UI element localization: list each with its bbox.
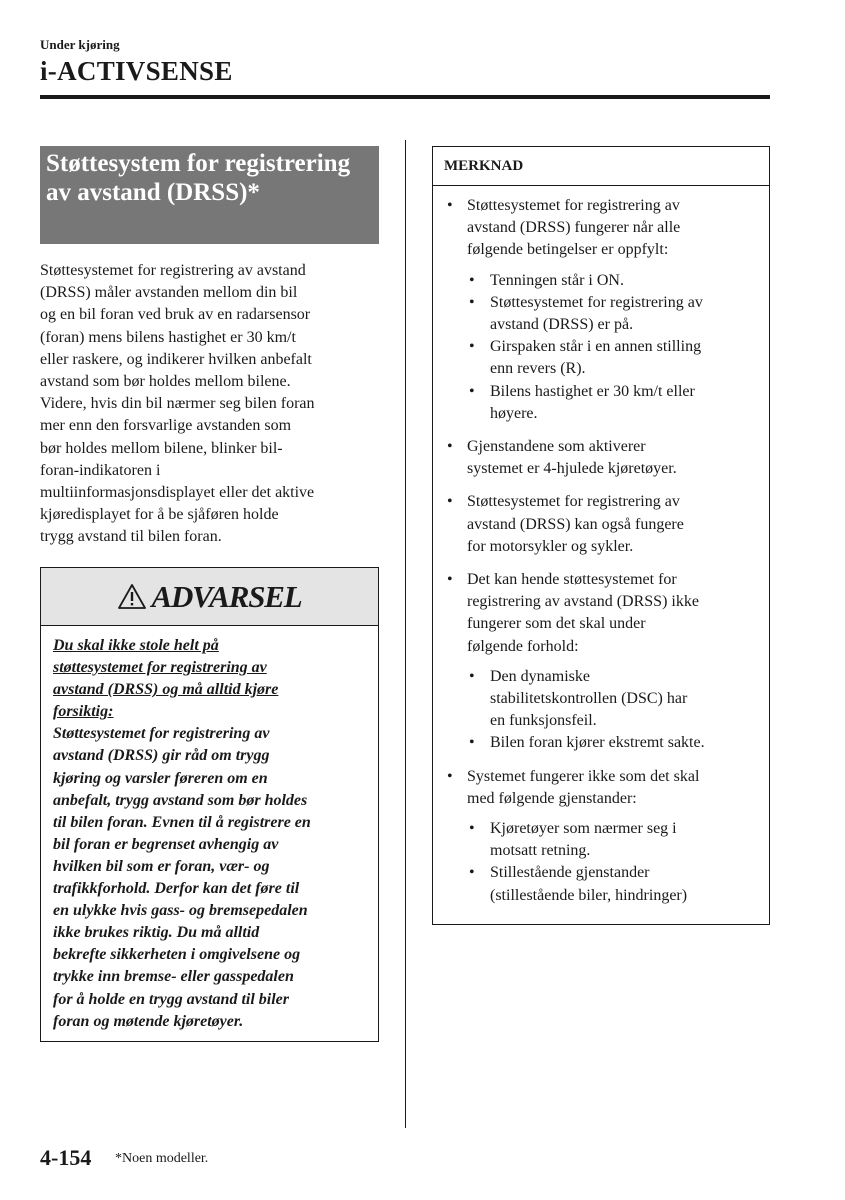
note-box: [432, 146, 770, 925]
note-item-line: følgende betingelser er oppfylt:: [467, 241, 669, 259]
note-item-text: [467, 195, 761, 262]
note-sub-line: Støttesystemet for registrering av: [490, 293, 703, 311]
warning-text-line: for å holde en trygg avstand til biler: [53, 990, 289, 1008]
warning-header: [41, 568, 378, 626]
note-item-line: Systemet fungerer ikke som det skal: [467, 767, 700, 785]
note-title: MERKNAD: [433, 147, 769, 186]
warning-text-line: Støttesystemet for registrering av: [53, 725, 270, 743]
body-line: (DRSS) måler avstanden mellom din bil: [40, 284, 298, 302]
warning-text-line: til bilen foran. Evnen til å registrere en: [53, 813, 311, 831]
column-divider: [405, 140, 406, 1128]
bullet-icon: •: [447, 197, 453, 214]
bullet-icon: •: [469, 382, 475, 400]
note-item-line: Støttesystemet for registrering av: [467, 493, 680, 511]
note-item-line: Gjenstandene som aktiverer: [467, 438, 646, 456]
note-sub-line: (stillestående biler, hindringer): [490, 886, 688, 904]
warning-lead: [53, 635, 366, 723]
bullet-icon: •: [469, 864, 475, 882]
warning-text-line: trykke inn bremse- eller gasspedalen: [53, 968, 294, 986]
note-sub-line: enn revers (R).: [490, 360, 586, 378]
warning-text-line: en ulykke hvis gass- og bremsepedalen: [53, 902, 308, 920]
note-item-line: følgende forhold:: [467, 637, 579, 655]
note-list: [433, 186, 769, 907]
body-line: trygg avstand til bilen foran.: [40, 528, 222, 546]
note-item: [447, 766, 761, 907]
note-sub-line: Bilen foran kjører ekstremt sakte.: [490, 734, 705, 752]
body-line: mer enn den forsvarlige avstanden som: [40, 417, 292, 435]
warning-box: [40, 567, 379, 1042]
note-item-line: registrering av avstand (DRSS) ikke: [467, 593, 699, 611]
note-sub-item: [469, 862, 761, 906]
bullet-icon: •: [469, 271, 475, 289]
note-sub-line: Girspaken står i en annen stilling: [490, 338, 702, 356]
note-sub-line: Stillestående gjenstander: [490, 864, 650, 882]
body-line: Videre, hvis din bil nærmer seg bilen foran: [40, 395, 315, 413]
note-item-line: med følgende gjenstander:: [467, 789, 637, 807]
warning-text-line: bekrefte sikkerheten i omgivelsene og: [53, 946, 301, 964]
warning-text-line: bil foran er begrenset avhengig av: [53, 835, 279, 853]
note-item: [447, 436, 761, 480]
note-item-line: avstand (DRSS) fungerer når alle: [467, 219, 681, 237]
warning-triangle-icon: [117, 583, 147, 610]
body-line: (foran) mens bilens hastighet er 30 km/t: [40, 328, 296, 346]
warning-text: [53, 723, 366, 1032]
warning-text-line: ikke brukes riktig. Du må alltid: [53, 924, 260, 942]
note-item-line: fungerer som det skal under: [467, 615, 646, 633]
note-sub-item: [469, 270, 761, 292]
warning-text-line: anbefalt, trygg avstand som bør holdes: [53, 791, 308, 809]
note-sub-line: avstand (DRSS) er på.: [490, 316, 634, 334]
body-text: [40, 260, 380, 549]
note-sub-list: [467, 666, 761, 755]
warning-lead-line: avstand (DRSS) og må alltid kjøre: [53, 681, 279, 699]
body-paragraph: [40, 260, 380, 549]
note-item-text: [467, 491, 761, 558]
note-sub-item: [469, 336, 761, 380]
warning-lead-line: Du skal ikke stole helt på: [53, 637, 219, 654]
body-line: multiinformasjonsdisplayet eller det aktive: [40, 484, 315, 502]
body-line: eller raskere, og indikerer hvilken anbefalt: [40, 350, 312, 368]
bullet-icon: •: [469, 820, 475, 838]
warning-lead-line: støttesystemet for registrering av: [53, 659, 267, 677]
note-sub-list: [467, 818, 761, 907]
page-number: 4-154: [40, 1145, 92, 1170]
bullet-icon: •: [469, 293, 475, 311]
bullet-icon: •: [469, 734, 475, 752]
note-item-line: systemet er 4-hjulede kjøretøyer.: [467, 460, 677, 478]
bullet-icon: •: [447, 438, 453, 456]
note-sub-line: en funksjonsfeil.: [490, 712, 597, 730]
note-sub-item: [469, 381, 761, 425]
note-sub-line: Bilens hastighet er 30 km/t eller: [490, 382, 695, 400]
warning-lead-line: forsiktig:: [53, 703, 114, 721]
header-rule: [40, 95, 770, 99]
warning-body: [41, 626, 378, 1033]
note-item-text: [467, 766, 761, 810]
note-item-line: avstand (DRSS) kan også fungere: [467, 515, 684, 533]
note-item-line: Det kan hende støttesystemet for: [467, 571, 677, 589]
body-line: Støttesystemet for registrering av avstand: [40, 262, 306, 279]
note-sub-line: Tenningen står i ON.: [490, 271, 624, 289]
note-sub-line: stabilitetskontrollen (DSC) har: [490, 690, 688, 708]
note-item-line: Støttesystemet for registrering av: [467, 197, 680, 214]
note-item-text: [467, 569, 761, 658]
note-item: [447, 195, 761, 425]
bullet-icon: •: [447, 571, 453, 589]
note-sub-line: høyere.: [490, 404, 538, 422]
body-line: bør holdes mellom bilene, blinker bil-: [40, 439, 283, 457]
warning-text-line: kjøring og varsler føreren om en: [53, 769, 268, 787]
note-item-text: [467, 436, 761, 480]
note-sub-item: [469, 732, 761, 754]
chapter-title: i-ACTIVSENSE: [40, 56, 233, 86]
note-item-line: for motorsykler og sykler.: [467, 537, 634, 555]
warning-title: ADVARSEL: [151, 578, 302, 614]
bullet-icon: •: [447, 493, 453, 511]
note-sub-line: Den dynamiske: [490, 667, 590, 685]
note-sub-item: [469, 666, 761, 733]
warning-text-line: hvilken bil som er foran, vær- og: [53, 857, 270, 875]
warning-text-line: avstand (DRSS) gir råd om trygg: [53, 747, 270, 765]
note-item: [447, 569, 761, 755]
note-item: [447, 491, 761, 558]
body-line: kjøredisplayet for å be sjåføren holde: [40, 506, 279, 524]
warning-text-line: foran og møtende kjøretøyer.: [53, 1012, 244, 1030]
note-sub-line: motsatt retning.: [490, 842, 591, 860]
section-heading: Støttesystem for registrering av avstand (DRSS)*: [40, 146, 379, 244]
note-sub-item: [469, 292, 761, 336]
bullet-icon: •: [447, 767, 453, 785]
warning-text-line: trafikkforhold. Derfor kan det føre til: [53, 880, 300, 898]
bullet-icon: •: [469, 338, 475, 356]
bullet-icon: •: [469, 667, 475, 685]
body-line: avstand som bør holdes mellom bilene.: [40, 373, 291, 391]
note-sub-list: [467, 270, 761, 425]
note-sub-line: Kjøretøyer som nærmer seg i: [490, 820, 677, 838]
note-sub-item: [469, 818, 761, 862]
body-line: og en bil foran ved bruk av en radarsensor: [40, 306, 311, 324]
footnote: *Noen modeller.: [115, 1151, 209, 1166]
section-label: Under kjøring: [40, 37, 120, 52]
body-line: foran-indikatoren i: [40, 461, 161, 479]
